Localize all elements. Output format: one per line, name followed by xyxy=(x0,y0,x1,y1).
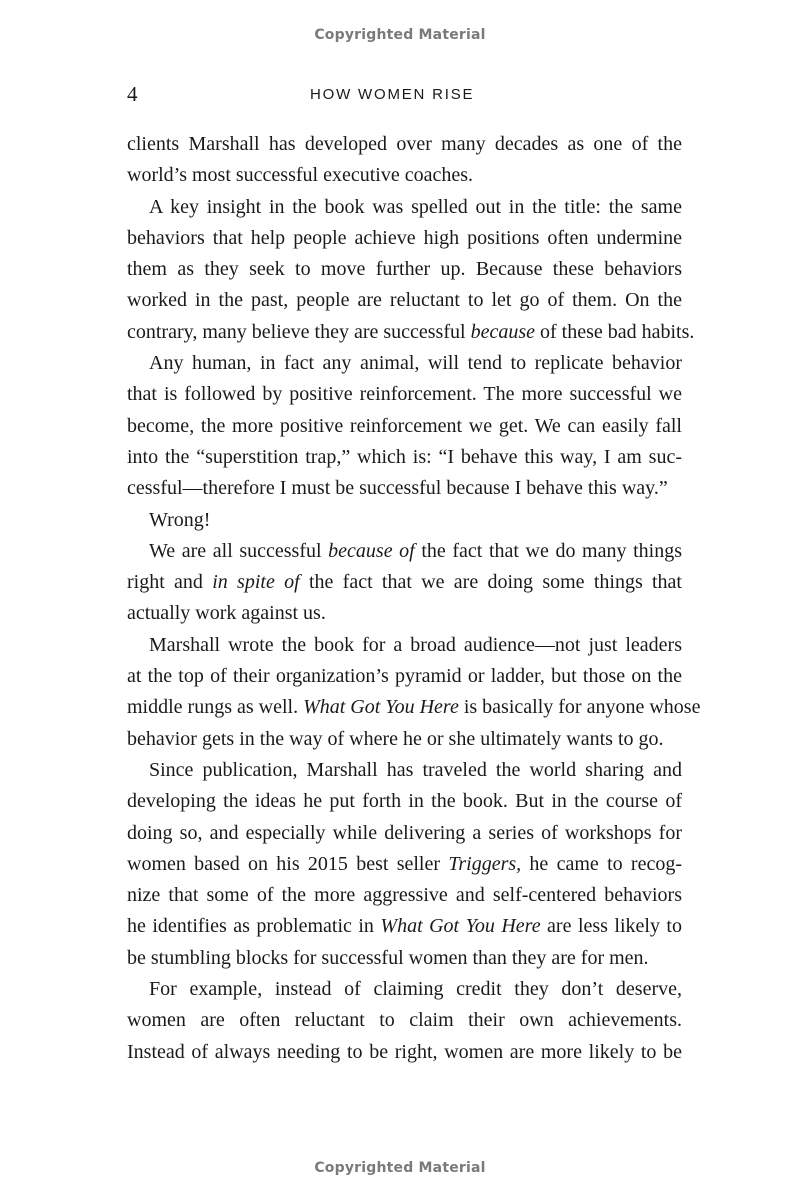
text-line: A key insight in the book was spelled out in the title: the same xyxy=(149,195,682,218)
paragraph-1 xyxy=(127,129,682,192)
text-run: women based on his 2015 best seller xyxy=(127,852,449,875)
text-line xyxy=(127,849,682,880)
text-line: doing so, and especially while delivering a series of workshops for xyxy=(127,821,682,844)
text-line: behaviors that help people achieve high positions often undermine xyxy=(127,226,682,249)
italic-text: because of xyxy=(328,539,415,562)
paragraph-2 xyxy=(127,192,695,348)
text-line: women are often reluctant to claim their own achievements. xyxy=(127,1009,682,1032)
text-run: contrary, many believe they are successful xyxy=(127,320,471,343)
text-line: Instead of always needing to be right, women are more likely to be xyxy=(127,1040,682,1063)
paragraph-8 xyxy=(127,974,682,1068)
text-run: are less likely to xyxy=(540,915,682,938)
copyright-watermark-bottom: Copyrighted Material xyxy=(314,1160,486,1176)
text-run: We are all successful xyxy=(149,539,329,562)
page-number: 4 xyxy=(127,82,138,106)
text-line: worked in the past, people are reluctant to let go of them. On the xyxy=(127,289,682,312)
text-line: world’s most successful executive coaches. xyxy=(127,164,474,187)
italic-text: What Got You Here xyxy=(380,915,541,938)
text-line xyxy=(127,567,682,598)
text-line: actually work against us. xyxy=(127,602,326,625)
text-run: the fact that we are doing some things that xyxy=(299,571,682,594)
paragraph-5 xyxy=(127,536,682,630)
paragraph-4 xyxy=(127,505,682,536)
text-run: he came to recog- xyxy=(521,852,683,875)
paragraph-6 xyxy=(127,630,701,755)
text-line xyxy=(127,911,682,942)
text-line: them as they seek to move further up. Because these behaviors xyxy=(127,258,682,281)
text-run: is basically for anyone whose xyxy=(458,696,701,719)
text-line: Since publication, Marshall has traveled the world sharing and xyxy=(149,758,682,781)
text-line: Any human, in fact any animal, will tend to replicate behavior xyxy=(149,352,682,375)
text-line: behavior gets in the way of where he or she ultimately wants to go. xyxy=(127,727,664,750)
italic-text: What Got You Here xyxy=(303,696,459,719)
text-run: he identifies as problematic in xyxy=(127,915,381,938)
text-line: Marshall wrote the book for a broad audience—not just leaders xyxy=(149,633,682,656)
italic-text: because xyxy=(470,320,535,343)
text-line: developing the ideas he put forth in the book. But in the course of xyxy=(127,790,682,813)
text-line: that is followed by positive reinforcement. The more successful we xyxy=(127,383,682,406)
text-run: of these bad habits. xyxy=(534,320,695,343)
text-line xyxy=(127,536,682,567)
italic-text: in spite of xyxy=(212,571,300,594)
paragraph-7 xyxy=(127,755,682,974)
italic-text: Triggers, xyxy=(448,852,522,875)
text-line: become, the more positive reinforcement we get. We can easily fall xyxy=(127,414,682,437)
copyright-watermark-top: Copyrighted Material xyxy=(314,27,486,43)
body-text xyxy=(127,129,701,1068)
text-line: be stumbling blocks for successful women than they are for men. xyxy=(127,946,649,969)
text-line xyxy=(127,317,695,348)
text-line: at the top of their organization’s pyramid or ladder, but those on the xyxy=(127,665,682,688)
text-line xyxy=(127,692,701,723)
text-line: nize that some of the more aggressive and self-centered behaviors xyxy=(127,884,682,907)
text-line: For example, instead of claiming credit they don’t deserve, xyxy=(149,978,682,1001)
text-line: into the “superstition trap,” which is: “I behave this way, I am suc- xyxy=(127,445,682,468)
running-title: HOW WOMEN RISE xyxy=(310,86,475,103)
text-line: cessful—therefore I must be successful because I behave this way.” xyxy=(127,477,668,500)
text-line: Wrong! xyxy=(149,508,211,531)
paragraph-3 xyxy=(127,348,682,504)
text-line: clients Marshall has developed over many decades as one of the xyxy=(127,133,682,155)
running-head xyxy=(127,82,682,106)
text-run: right and xyxy=(127,571,213,594)
text-run: the fact that we do many things xyxy=(414,539,682,562)
text-run: middle rungs as well. xyxy=(127,696,304,719)
